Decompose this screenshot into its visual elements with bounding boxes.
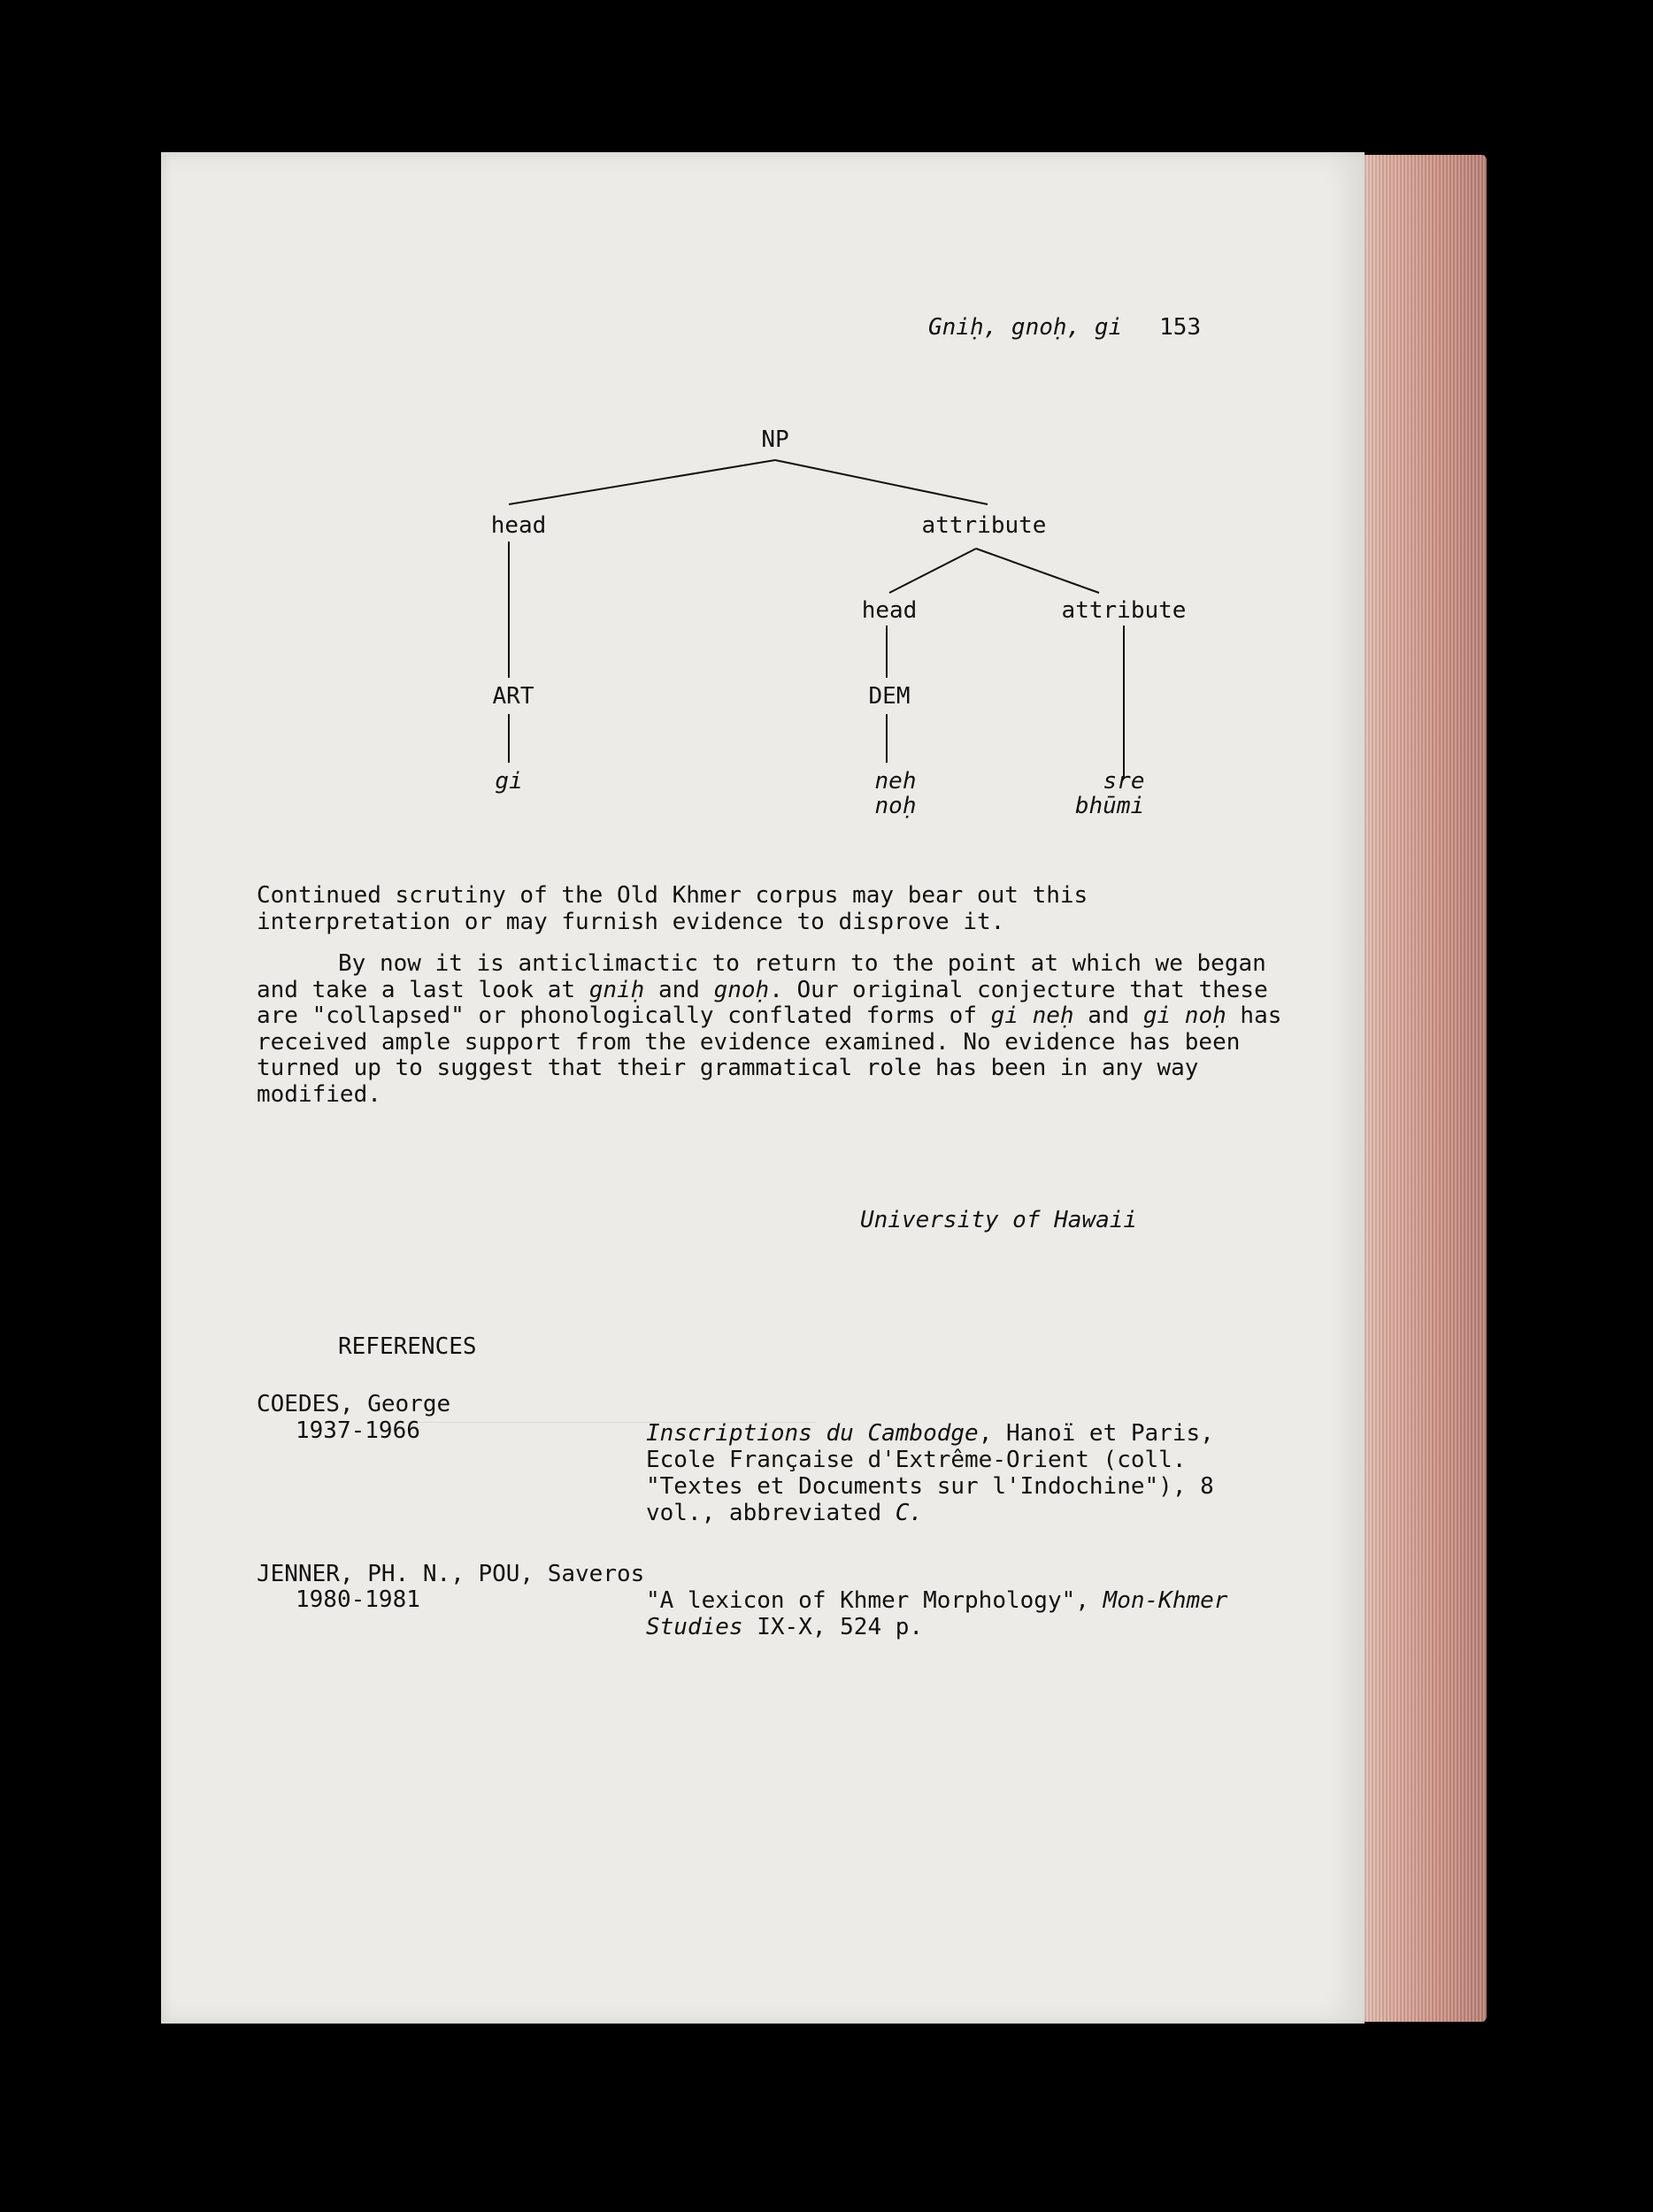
node-head: head	[490, 512, 547, 539]
running-title: Gniḥ, gnoḥ, gi	[928, 314, 1123, 341]
affiliation: University of Hawaii	[860, 1207, 1138, 1233]
edge-np-head	[509, 460, 775, 504]
book-page	[161, 152, 1365, 2024]
edge-np-attribute	[775, 460, 988, 504]
paragraph-2: By now it is anticlimactic to return to the point at which we began and take a last look at gniḥ and gnoḥ. Our original conjecture that these are "collapsed" or phonologically conflated forms of gi neḥ and gi noḥ has received ample support from the evidence examined. No evidence has been turned up to suggest that their grammatical role has been in any way modified.	[257, 950, 1282, 1108]
ref-dates: 1980-1981	[296, 1586, 420, 1613]
leaf-gi: gi	[495, 768, 523, 795]
leaf-neh: neh	[874, 768, 917, 795]
edge-attr-head	[889, 549, 976, 593]
references-heading: REFERENCES	[338, 1333, 477, 1360]
ref-author: JENNER, PH. N., POU, Saveros	[257, 1561, 645, 1587]
node-dem: DEM	[868, 683, 911, 710]
page-number: 153	[1159, 314, 1202, 341]
node-np: NP	[761, 426, 789, 453]
node-art: ART	[492, 683, 534, 710]
ref-author: COEDES, George	[257, 1391, 451, 1417]
node-attribute: attribute	[921, 512, 1047, 539]
ref-citation: "A lexicon of Khmer Morphology", Mon-Khmer Studies IX-X, 524 p.	[646, 1587, 1228, 1640]
edge-attr-attr	[976, 549, 1099, 593]
leaf-noh: noḥ	[874, 793, 917, 819]
ref-dates: 1937-1966	[296, 1417, 420, 1444]
leaf-bhumi: bhūmi	[1074, 793, 1145, 819]
node-head-sub: head	[861, 597, 918, 624]
ref-citation: Inscriptions du Cambodge, Hanoï et Paris, Ecole Française d'Extrême-Orient (coll. "Textes et Documents sur l'Indochine"), 8 vol., abbreviated C.	[646, 1420, 1214, 1526]
body-text	[257, 883, 1283, 1108]
node-attribute-sub: attribute	[1061, 597, 1187, 624]
paragraph-1: Continued scrutiny of the Old Khmer corpus may bear out this interpretation or may furnish evidence to disprove it.	[257, 882, 1088, 935]
tree-lines	[161, 152, 1365, 825]
leaf-sre: sre	[1103, 768, 1145, 795]
